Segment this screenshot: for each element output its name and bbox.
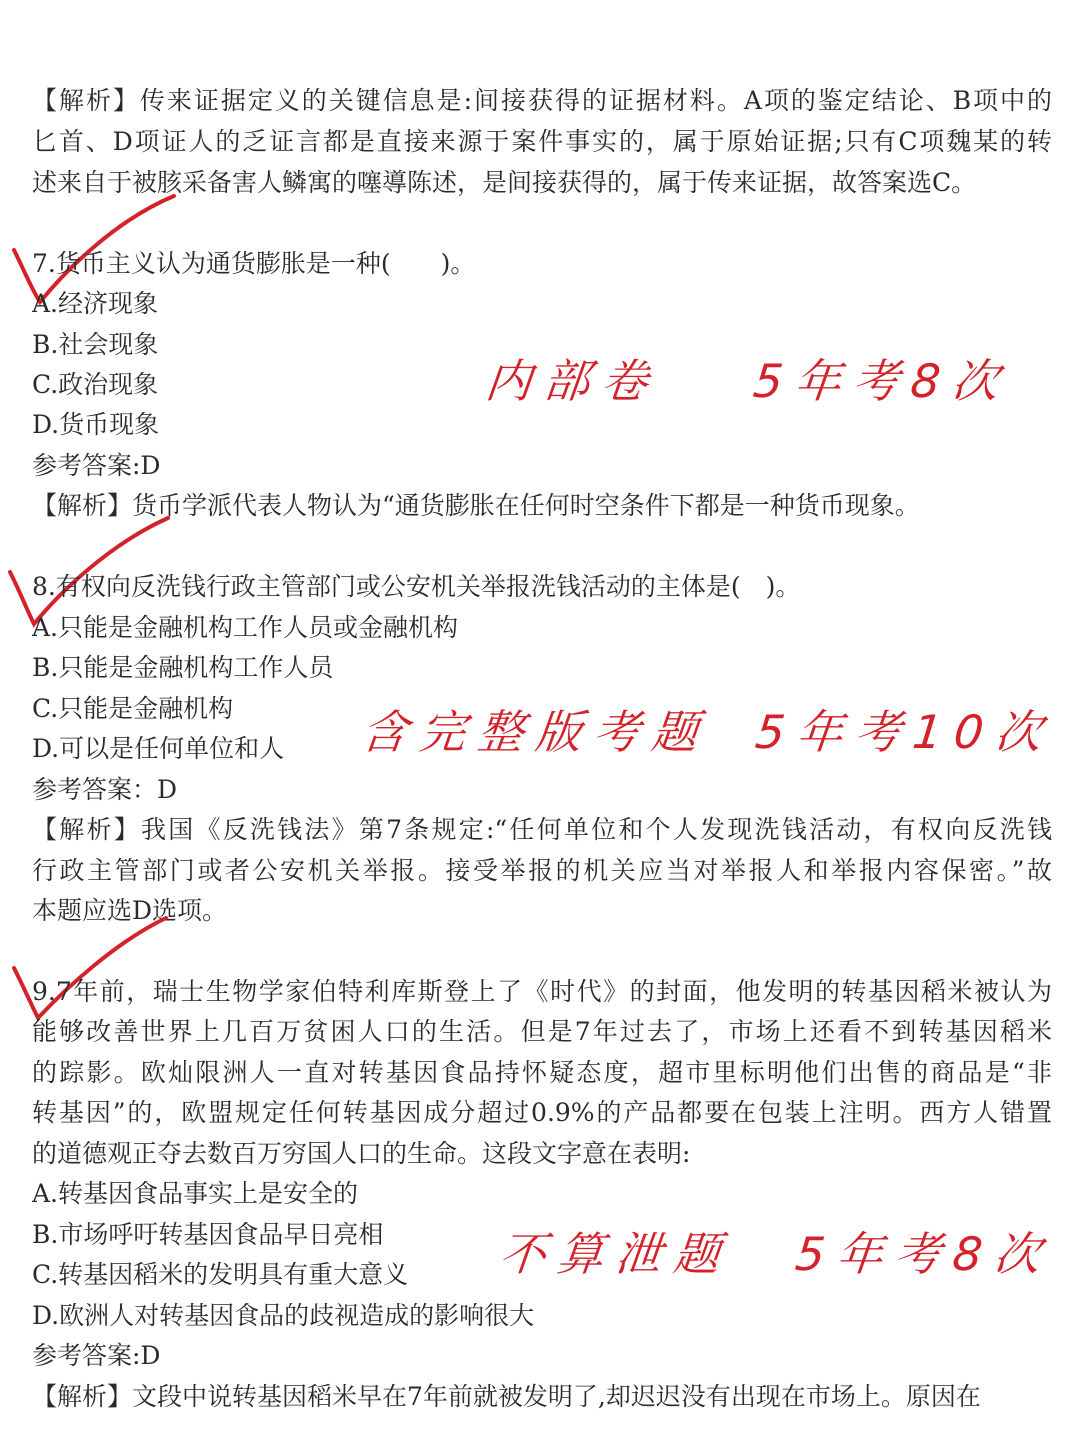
- q8-option-b: B.只能是金融机构工作人员: [32, 653, 334, 682]
- q7-stem: 7.货币主义认为通货膨胀是一种( )。: [32, 249, 476, 278]
- q9-handwritten-note-right: 5年考8次: [792, 1227, 1056, 1281]
- q8-option-a: A.只能是金融机构工作人员或金融机构: [32, 613, 459, 642]
- q8-analysis-line-3: 本题应选D选项。: [32, 896, 228, 925]
- q9-stem-line-1: 9.7年前，瑞士生物学家伯特利库斯登上了《时代》的封面，他发明的转基因稻米被认为: [32, 977, 1052, 1006]
- q6-analysis-line-3: 述来自于被胲采备害人鳞寓的噻導陈述，是间接获得的，属于传来证据，故答案选C。: [32, 168, 977, 197]
- q9-analysis: 【解析】文段中说转基因稻米早在7年前就被发明了,却迟迟没有出现在市场上。原因在: [32, 1382, 981, 1411]
- q7-answer: 参考答案:D: [32, 451, 161, 480]
- q7-handwritten-note-right: 5年考8次: [750, 354, 1014, 408]
- q9-handwritten-note-left: 不算泄题: [496, 1227, 735, 1281]
- q9-stem-line-4: 转基因”的，欧盟规定任何转基因成分超过0.9%的产品都要在包装上注明。西方人错置: [32, 1098, 1052, 1127]
- q9-stem-line-2: 能够改善世界上几百万贫困人口的生活。但是7年过去了，市场上还看不到转基因稻米: [32, 1017, 1052, 1046]
- q9-option-b: B.市场呼吁转基因食品早日亮相: [32, 1220, 384, 1249]
- q9-stem-line-3: 的踪影。欧灿限洲人一直对转基因食品持怀疑态度，超市里标明他们出售的商品是“非: [32, 1058, 1052, 1087]
- q7-option-b: B.社会现象: [32, 330, 159, 359]
- q7-analysis: 【解析】货币学派代表人物认为“通货膨胀在任何时空条件下都是一种货币现象。: [32, 491, 920, 520]
- q8-handwritten-note-right: 5年考10次: [752, 705, 1057, 759]
- q8-analysis-line-1: 【解析】我国《反洗钱法》第7条规定:“任何单位和个人发现洗钱活动，有权向反洗钱: [32, 815, 1052, 844]
- q7-option-a: A.经济现象: [32, 289, 159, 318]
- q9-option-d: D.欧洲人对转基因食品的歧视造成的影响很大: [32, 1301, 535, 1330]
- q6-analysis-line-2: 匕首、D项证人的乏证言都是直接来源于案件事实的，属于原始证据;只有C项魏某的转: [32, 127, 1052, 156]
- q7-option-c: C.政治现象: [32, 370, 159, 399]
- q8-stem: 8.有权向反洗钱行政主管部门或公安机关举报洗钱活动的主体是( )。: [32, 572, 801, 601]
- q9-option-a: A.转基因食品事实上是安全的: [32, 1179, 359, 1208]
- q8-analysis-line-2: 行政主管部门或者公安机关举报。接受举报的机关应当对举报人和举报内容保密。”故: [32, 856, 1052, 885]
- q7-option-d: D.货币现象: [32, 410, 160, 439]
- q6-analysis-line-1: 【解析】传来证据定义的关键信息是:间接获得的证据材料。A项的鉴定结论、B项中的: [32, 86, 1052, 115]
- q9-stem-line-5: 的道德观正夺去数百万穷国人口的生命。这段文字意在表明:: [32, 1139, 691, 1168]
- q8-option-c: C.只能是金融机构: [32, 694, 234, 723]
- q9-option-c: C.转基因稻米的发明具有重大意义: [32, 1260, 409, 1289]
- q8-answer: 参考答案：D: [32, 775, 178, 804]
- q9-answer: 参考答案:D: [32, 1341, 161, 1370]
- q7-handwritten-note-left: 内部卷: [482, 354, 663, 408]
- q8-option-d: D.可以是任何单位和人: [32, 734, 285, 763]
- q8-handwritten-note-left: 含完整版考题: [358, 705, 713, 759]
